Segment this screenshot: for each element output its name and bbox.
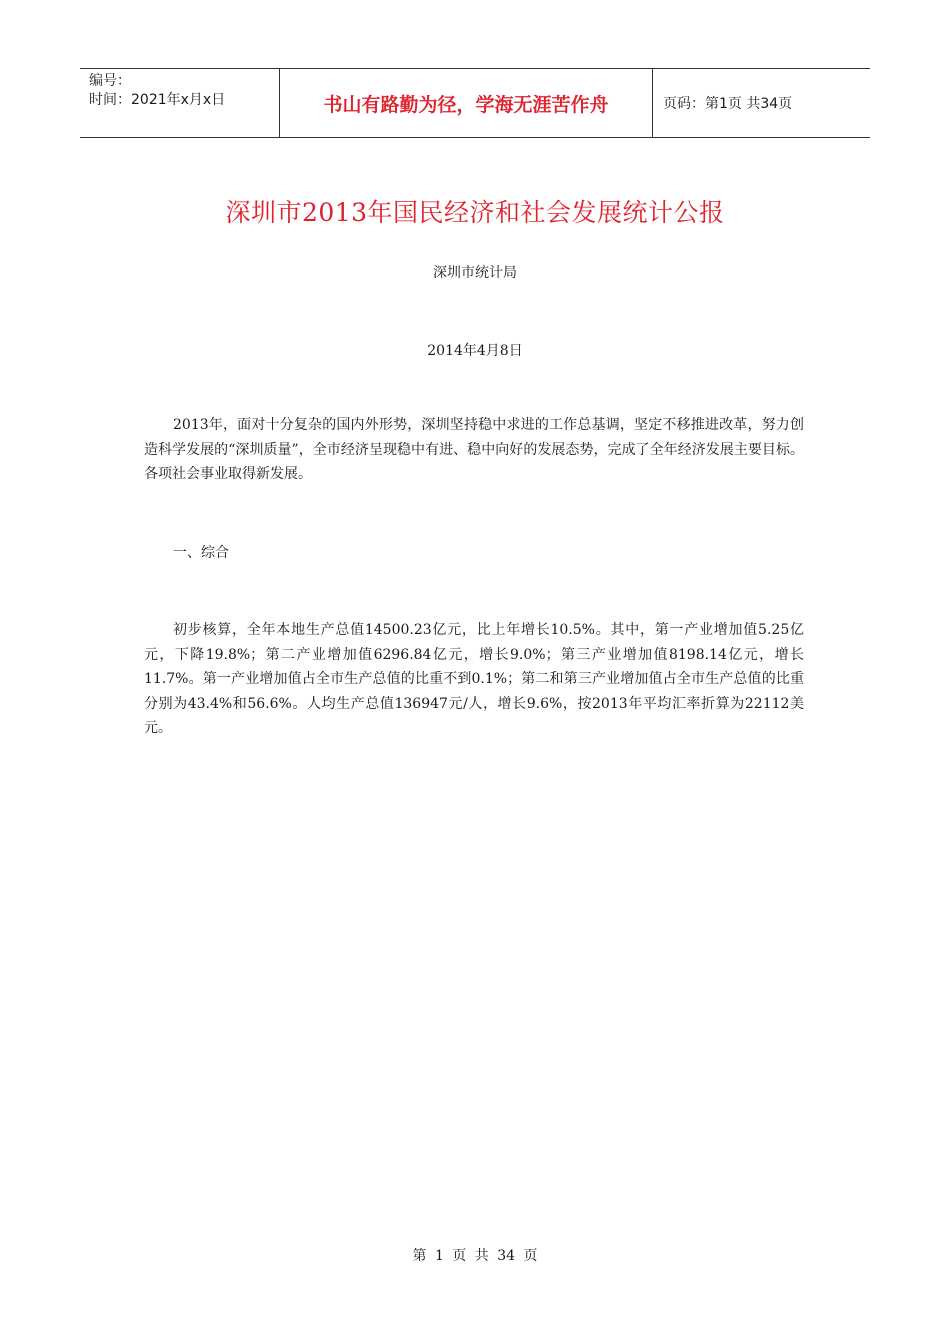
document-title: 深圳市2013年国民经济和社会发展统计公报 <box>225 198 725 227</box>
section-body-paragraph: 初步核算，全年本地生产总值14500.23亿元，比上年增长10.5%。其中，第一产业增加值5.25亿元，下降19.8%；第二产业增加值6296.84亿元，增长9.0%；第三产业增加值8198.14亿元，增长11.7%。第一产业增加值占全市生产总值的比重不到0.1%；第二和第三产业增加值占全市生产总值的比重分别为43.4%和56.6%。人均生产总值136947元/人，增长9.6%，按2013年平均汇率折算为22112美元。 <box>144 622 804 736</box>
header-page-info: 页码：第1页 共34页 <box>663 96 793 112</box>
header-meta-cell <box>80 69 280 137</box>
section-heading: 一、综合 <box>173 545 229 561</box>
header-table <box>80 68 870 138</box>
document-author: 深圳市统计局 <box>433 265 517 281</box>
header-motto: 书山有路勤为径，学海无涯苦作舟 <box>280 69 653 137</box>
document-date: 2014年4月8日 <box>427 343 523 359</box>
document-time-label: 时间：2021年x月x日 <box>89 92 226 108</box>
page-footer: 第 1 页 共 34 页 <box>412 1248 538 1264</box>
document-number-label: 编号： <box>89 73 131 89</box>
intro-paragraph: 2013年，面对十分复杂的国内外形势，深圳坚持稳中求进的工作总基调，坚定不移推进改革，努力创造科学发展的“深圳质量”，全市经济呈现稳中有进、稳中向好的发展态势，完成了全年经济发展主要目标。各项社会事业取得新发展。 <box>144 417 804 482</box>
